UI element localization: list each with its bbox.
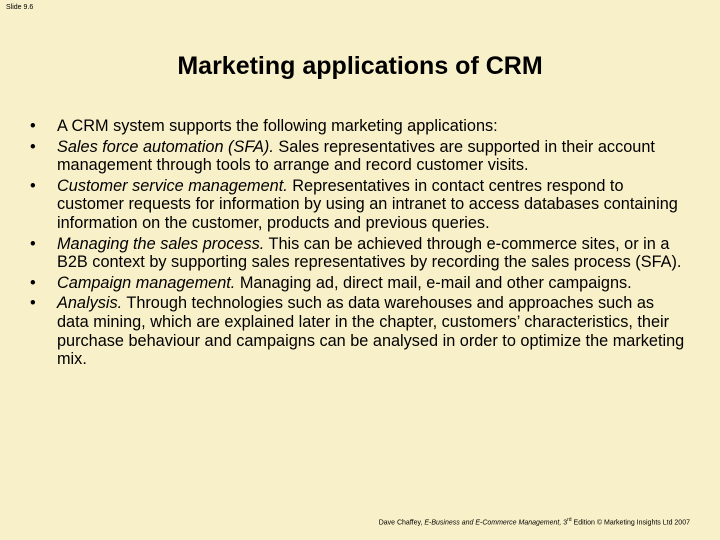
bullet-icon: • — [30, 137, 36, 156]
bullet-icon: • — [30, 294, 36, 313]
bullet-text: Sales representatives are supported in their account management through tools to arrange and record customer visits. — [57, 137, 655, 175]
bullet-text: This can be achieved through e-commerce sites, or in a B2B context by supporting sales representatives by recording the sales process (SFA). — [57, 234, 682, 272]
bullet-item — [30, 274, 690, 293]
bullet-term: Sales force automation (SFA). — [57, 137, 274, 156]
bullet-term: Customer service management. — [57, 176, 288, 195]
bullet-item — [30, 235, 690, 272]
bullet-icon: • — [30, 273, 36, 292]
footer-citation — [379, 517, 690, 526]
bullet-term: Campaign management. — [57, 273, 236, 292]
footer-author: Dave Chaffey, — [378, 519, 425, 527]
bullet-icon: • — [30, 176, 36, 195]
bullet-item — [30, 138, 690, 175]
footer-copyright: Edition © Marketing Insights Ltd 2007 — [571, 519, 690, 527]
bullet-icon: • — [30, 117, 36, 135]
footer-edition-suffix: rd — [567, 517, 572, 523]
bullet-item — [30, 294, 690, 368]
bullet-item — [30, 177, 690, 233]
bullet-text: Through technologies such as data warehouses and approaches such as data mining, which are explained later in the chapter, customers’ characteristics, their purchase behaviour and campaigns can be analysed in order to optimize the marketing mix. — [57, 294, 685, 369]
footer-book-title: E-Business and E-Commerce Management, — [424, 519, 562, 527]
bullet-term: Analysis. — [57, 294, 123, 313]
slide-number: Slide 9.6 — [6, 4, 34, 11]
bullet-text: Managing ad, direct mail, e-mail and other campaigns. — [235, 273, 632, 292]
bullet-term: Managing the sales process. — [57, 234, 265, 253]
bullet-text: A CRM system supports the following marketing applications: — [57, 117, 498, 135]
footer-edition-number: 3 — [561, 519, 568, 527]
bullet-list — [30, 117, 690, 371]
bullet-item — [30, 117, 690, 136]
bullet-text: Representatives in contact centres respond to customer requests for information by using an intranet to access databases containing information on the customer, products and previous queries. — [57, 176, 678, 232]
slide-title: Marketing applications of CRM — [177, 52, 543, 80]
bullet-icon: • — [30, 234, 36, 253]
